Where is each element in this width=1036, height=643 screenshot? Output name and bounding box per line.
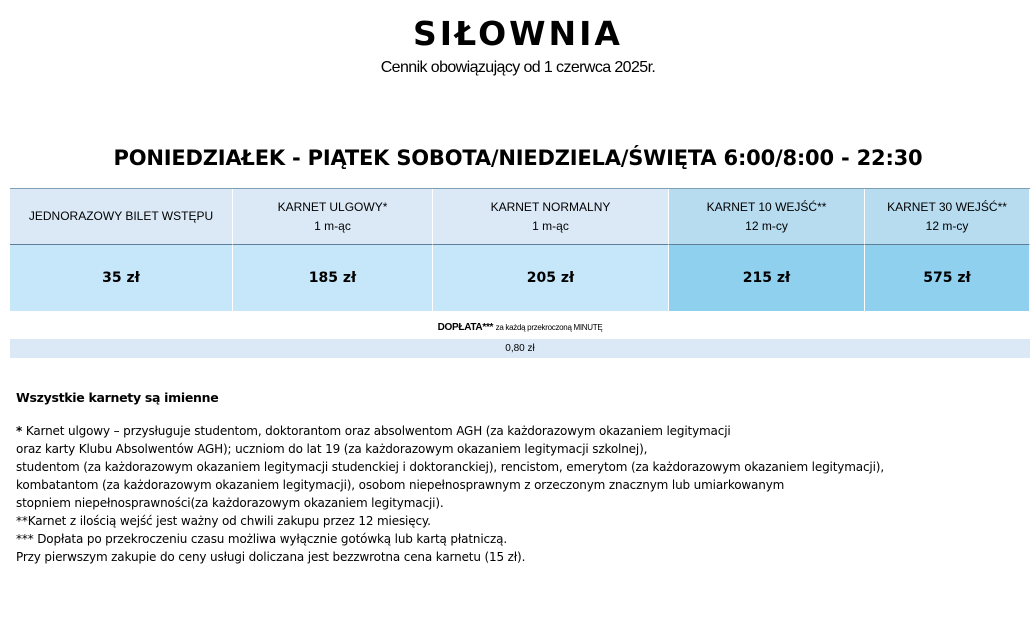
note-line: **Karnet z ilością wejść jest ważny od chwili zakupu przez 12 miesięcy.	[16, 514, 431, 528]
note-line: kombatantom (za każdorazowym okazaniem legitymacji), osobom niepełnosprawnym z orzeczonym znacznym lub umiarkowanym	[16, 478, 785, 492]
column-label: KARNET 10 WEJŚĆ**	[706, 199, 827, 214]
column-header-10-entries	[669, 189, 865, 245]
column-label: KARNET ULGOWY*	[277, 199, 388, 214]
note-line	[16, 422, 884, 440]
column-header-reduced-pass	[233, 189, 433, 245]
surcharge-heading	[10, 322, 1030, 333]
note-line: stopniem niepełnosprawności(za każdorazowym okazaniem legitymacji).	[16, 496, 444, 510]
note-line: *** Dopłata po przekroczeniu czasu możliwa wyłącznie gotówką lub kartą płatniczą.	[16, 532, 508, 546]
surcharge-label-suffix: za każdą przekroczoną MINUTĘ	[495, 323, 603, 332]
note-line: studentom (za każdorazowym okazaniem legitymacji studenckiej i doktoranckiej), rencistom, emerytom (za każdorazowym okazaniem legitymacji),	[16, 460, 884, 474]
note-line: oraz karty Klubu Absolwentów AGH); uczniom do lat 19 (za każdorazowym okazaniem legitymacji szkolnej),	[16, 442, 648, 456]
price-30-entries: 575 zł	[865, 245, 1030, 311]
notes-heading: Wszystkie karnety są imienne	[16, 390, 219, 405]
page-title: SIŁOWNIA	[413, 14, 623, 53]
column-period: 1 m-ąc	[532, 218, 569, 233]
price-table	[10, 188, 1030, 310]
column-period: 12 m-cy	[925, 218, 969, 233]
column-header-single-entry	[10, 189, 233, 245]
price-reduced-pass: 185 zł	[233, 245, 433, 311]
column-label: JEDNORAZOWY BILET WSTĘPU	[28, 209, 214, 223]
column-period: 1 m-ąc	[314, 218, 351, 233]
note-line: Przy pierwszym zakupie do ceny usługi doliczana jest bezzwrotna cena karnetu (15 zł).	[16, 550, 526, 564]
column-header-30-entries	[865, 189, 1030, 245]
price-10-entries: 215 zł	[669, 245, 865, 311]
surcharge-value: 0,80 zł	[10, 339, 1030, 358]
column-label: KARNET 30 WEJŚĆ**	[887, 199, 1007, 214]
column-header-normal-pass	[433, 189, 669, 245]
column-label: KARNET NORMALNY	[490, 199, 611, 214]
opening-hours: PONIEDZIAŁEK - PIĄTEK SOBOTA/NIEDZIELA/ŚWIĘTA 6:00/8:00 - 22:30	[113, 146, 923, 170]
surcharge-label: DOPŁATA***	[437, 322, 494, 333]
note-text: Karnet ulgowy – przysługuje studentom, doktorantom oraz absolwentom AGH (za każdorazowym okazaniem legitymacji	[25, 424, 731, 438]
price-normal-pass: 205 zł	[433, 245, 669, 311]
price-single-entry: 35 zł	[10, 245, 233, 311]
notes-section	[16, 390, 884, 566]
price-list-subtitle: Cennik obowiązujący od 1 czerwca 2025r.	[380, 59, 656, 76]
column-period: 12 m-cy	[745, 218, 788, 233]
note-star-mark: *	[16, 424, 23, 438]
